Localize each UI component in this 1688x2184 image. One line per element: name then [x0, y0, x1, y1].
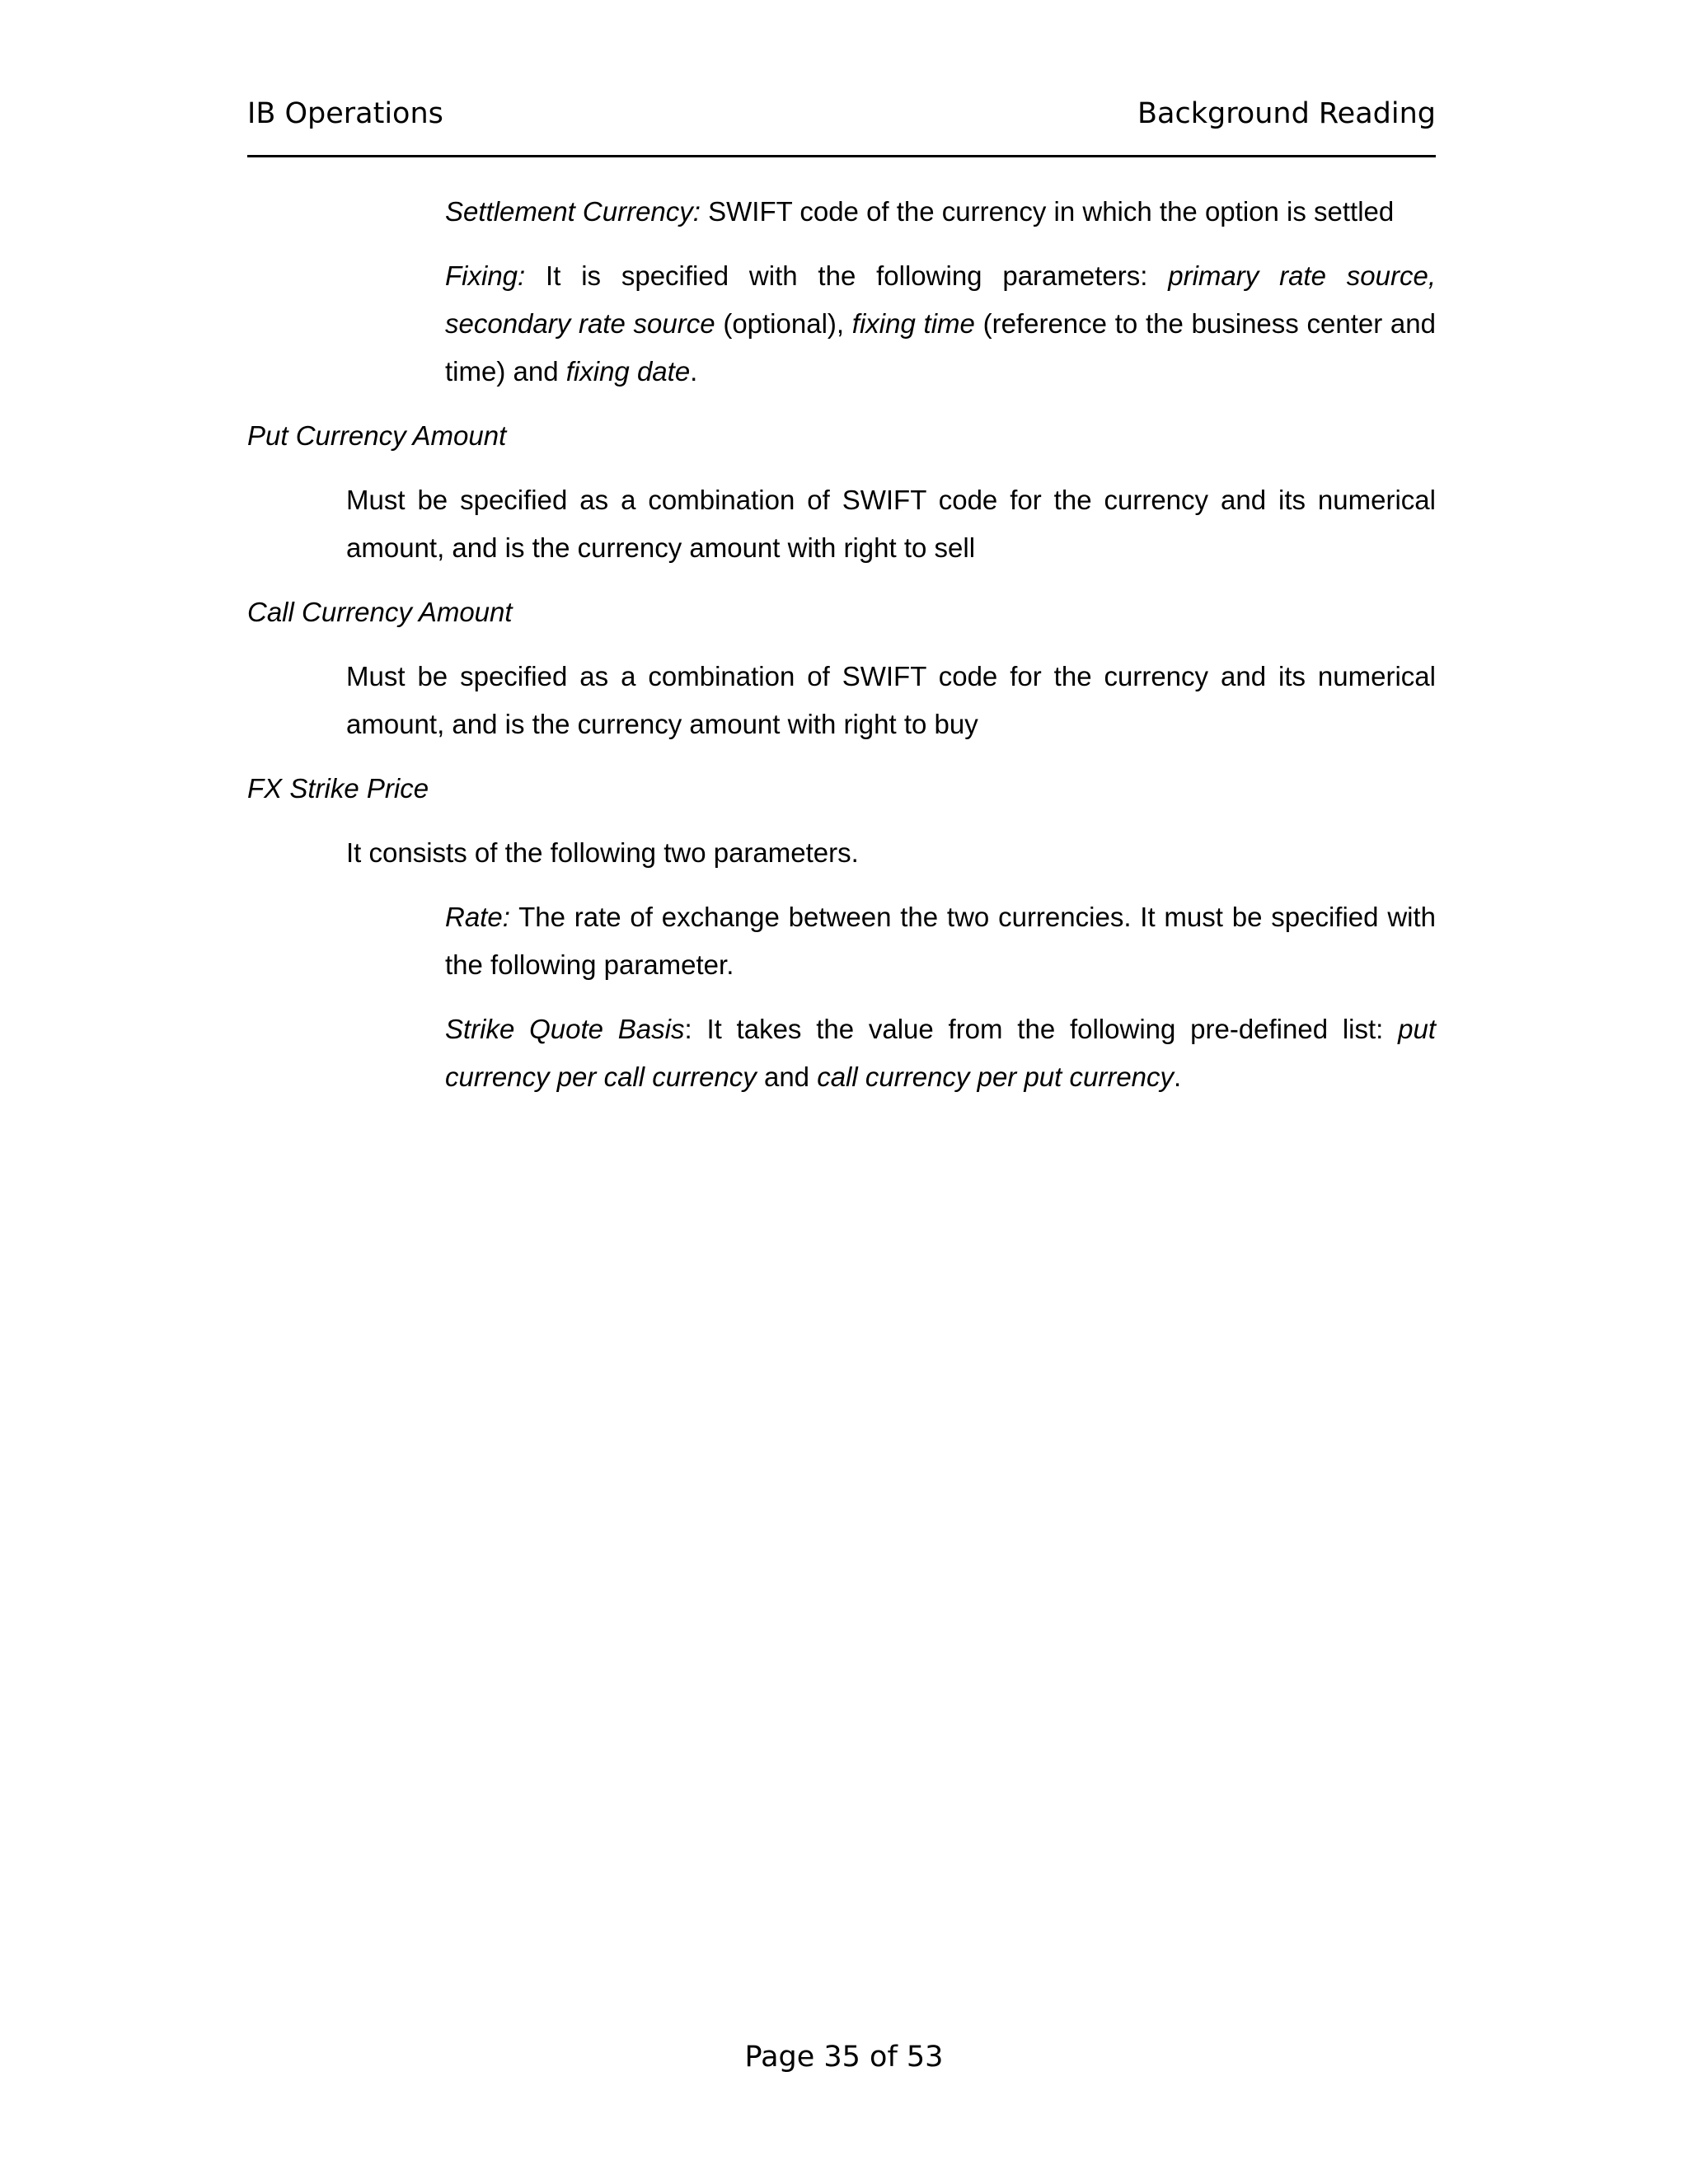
- settlement-currency-paragraph: [445, 188, 1436, 236]
- page-number: Page 35 of 53: [744, 2041, 944, 2074]
- strike-quote-basis-text-1: : It takes the value from the following pre-defined list:: [684, 1014, 1399, 1044]
- fixing-text-4: .: [690, 356, 698, 387]
- fixing-date: fixing date: [565, 356, 691, 387]
- call-currency-amount-paragraph: Must be specified as a combination of SWIFT code for the currency and its numerical amount, and is the currency amount with right to buy: [346, 661, 1436, 739]
- settlement-currency-text: SWIFT code of the currency in which the option is settled: [700, 196, 1395, 227]
- put-currency-amount-paragraph: Must be specified as a combination of SWIFT code for the currency and its numerical amount, and is the currency amount with right to sell: [346, 485, 1436, 563]
- fx-strike-price-paragraph: It consists of the following two parameters.: [346, 837, 859, 868]
- strike-call-per-put: call currency per put currency: [817, 1062, 1175, 1092]
- fx-strike-price-heading: FX Strike Price: [247, 773, 429, 804]
- strike-quote-basis-paragraph: [445, 1005, 1436, 1101]
- call-currency-amount-heading: Call Currency Amount: [247, 597, 513, 627]
- header-divider: [247, 155, 1436, 157]
- fixing-rate-sources: primary rate source, secondary rate source: [445, 260, 1436, 339]
- rate-label: Rate:: [445, 902, 510, 932]
- header-title-right: Background Reading: [1137, 97, 1436, 130]
- fixing-label: Fixing:: [445, 260, 526, 291]
- strike-put-per-call: put currency per call currency: [445, 1014, 1437, 1092]
- strike-quote-basis-text-2: and: [756, 1062, 818, 1092]
- put-currency-amount-heading: Put Currency Amount: [247, 420, 507, 451]
- header-title-left: IB Operations: [247, 97, 443, 130]
- strike-quote-basis-text-3: .: [1174, 1062, 1182, 1092]
- rate-text: The rate of exchange between the two currencies. It must be specified with the following parameter.: [445, 902, 1436, 980]
- strike-quote-basis-label: Strike Quote Basis: [445, 1014, 685, 1044]
- fixing-paragraph: [445, 252, 1436, 396]
- rate-paragraph: [445, 893, 1436, 989]
- fixing-time: fixing time: [851, 308, 975, 339]
- fixing-text-1: It is specified with the following parameters:: [525, 260, 1169, 291]
- page-header: [247, 97, 1436, 130]
- fixing-text-2: (optional),: [715, 308, 852, 339]
- settlement-currency-label: Settlement Currency:: [445, 196, 701, 227]
- fixing-text-3: (reference to the business center and time) and: [445, 308, 1436, 387]
